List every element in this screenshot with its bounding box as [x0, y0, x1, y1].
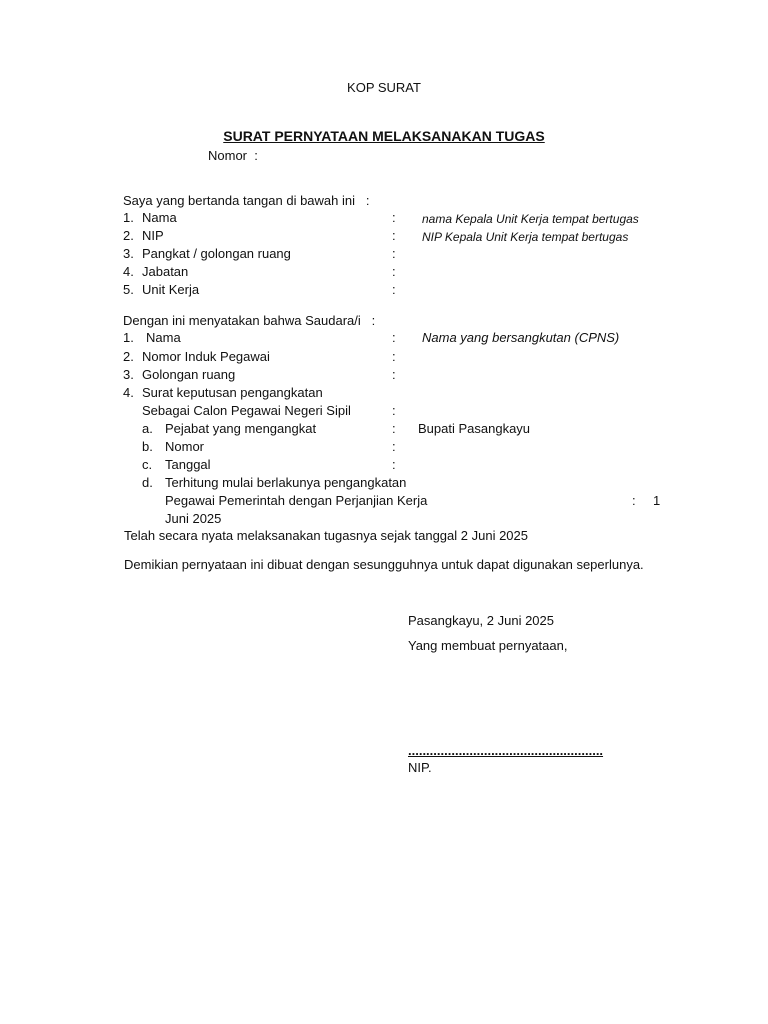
- section1-intro-colon: :: [365, 193, 370, 208]
- nomor-label: [208, 148, 258, 164]
- s1-item-num: 1.: [123, 210, 134, 225]
- s2-subitem-colon: :: [392, 457, 396, 472]
- s1-item-num: 5.: [123, 282, 134, 297]
- s2-item-label-line2: Sebagai Calon Pegawai Negeri Sipil: [142, 403, 351, 418]
- s2-subitem-label: Nomor: [165, 439, 205, 454]
- s2-subitem-letter: c.: [142, 457, 153, 472]
- s1-item-value: NIP Kepala Unit Kerja tempat bertugas: [422, 230, 629, 244]
- closing-text: Demikian pernyataan ini dibuat dengan sesungguhnya untuk dapat digunakan seperlunya.: [124, 557, 644, 572]
- section2-intro-colon: :: [371, 313, 376, 328]
- s2-subitem-value: Bupati Pasangkayu: [418, 421, 531, 436]
- s1-item-colon: :: [392, 264, 396, 279]
- s1-item-label: NIP: [142, 228, 164, 243]
- s1-item-label: Unit Kerja: [142, 282, 200, 297]
- s1-item-colon: :: [392, 246, 396, 261]
- s2-item-label: Nama: [146, 330, 181, 345]
- s2-item-label: Surat keputusan pengangkatan: [142, 385, 323, 400]
- s2-item-num: 1.: [123, 330, 134, 345]
- s2-subitem-colon: :: [632, 493, 636, 508]
- section1-intro: [123, 193, 369, 209]
- s1-item-label: Nama: [142, 210, 177, 225]
- s2-subitem-label: Pejabat yang mengangkat: [165, 421, 317, 436]
- s2-item-label: Nomor Induk Pegawai: [142, 349, 270, 364]
- signature-maker: Yang membuat pernyataan,: [408, 638, 568, 653]
- s2-subitem-value-day: 1: [653, 493, 661, 508]
- kop-surat: KOP SURAT: [347, 80, 421, 95]
- s2-subitem-letter: d.: [142, 475, 153, 490]
- s1-item-colon: :: [392, 282, 396, 297]
- s1-item-label: Jabatan: [142, 264, 189, 279]
- s1-item-num: 2.: [123, 228, 134, 243]
- s1-item-label: Pangkat / golongan ruang: [142, 246, 291, 261]
- s2-subitem-letter: a.: [142, 421, 153, 436]
- s2-item-colon: :: [392, 349, 396, 364]
- s2-subitem-colon: :: [392, 439, 396, 454]
- signature-place-date: Pasangkayu, 2 Juni 2025: [408, 613, 554, 628]
- s1-item-colon: :: [392, 228, 396, 243]
- signature-line: ......................................................: [408, 743, 604, 758]
- s2-subitem-value-month: Juni 2025: [165, 511, 222, 526]
- s2-item-num: 4.: [123, 385, 134, 400]
- nomor-label-text: Nomor: [208, 148, 248, 163]
- s2-item-label: Golongan ruang: [142, 367, 236, 382]
- section2-intro-text: Dengan ini menyatakan bahwa Saudara/i: [123, 313, 361, 328]
- s2-subitem-letter: b.: [142, 439, 153, 454]
- s2-item-num: 3.: [123, 367, 134, 382]
- s2-item-value: Nama yang bersangkutan (CPNS): [422, 330, 620, 345]
- s2-subitem-label: Terhitung mulai berlakunya pengangkatan: [165, 475, 407, 490]
- s1-item-num: 3.: [123, 246, 134, 261]
- signature-nip: NIP.: [408, 760, 432, 775]
- section1-intro-text: Saya yang bertanda tangan di bawah ini: [123, 193, 356, 208]
- s1-item-value: nama Kepala Unit Kerja tempat bertugas: [422, 212, 639, 226]
- s2-item-colon: :: [392, 403, 396, 418]
- s2-item-num: 2.: [123, 349, 134, 364]
- s2-subitem-label: Tanggal: [165, 457, 211, 472]
- nomor-colon: :: [254, 148, 258, 163]
- s2-subitem-label-line2: Pegawai Pemerintah dengan Perjanjian Kerja: [165, 493, 428, 508]
- s1-item-colon: :: [392, 210, 396, 225]
- s2-item-colon: :: [392, 330, 396, 345]
- s2-subitem-colon: :: [392, 421, 396, 436]
- document-title: SURAT PERNYATAAN MELAKSANAKAN TUGAS: [223, 128, 545, 144]
- section2-intro: [123, 313, 375, 329]
- statement-text: Telah secara nyata melaksanakan tugasnya sejak tanggal 2 Juni 2025: [124, 528, 528, 543]
- s1-item-num: 4.: [123, 264, 134, 279]
- s2-item-colon: :: [392, 367, 396, 382]
